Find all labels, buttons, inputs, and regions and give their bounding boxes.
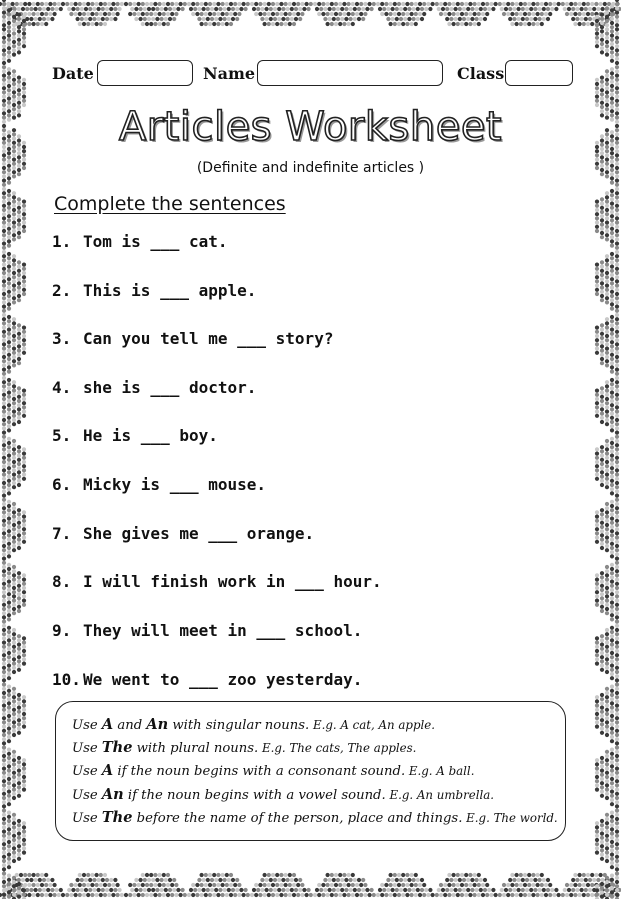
date-field[interactable]	[97, 60, 193, 86]
question-text: They will meet in ___ school.	[83, 621, 363, 640]
question-number: 5.	[52, 426, 72, 445]
rule-line: Use The with plural nouns. E.g. The cats, The apples.	[72, 739, 417, 757]
question-item	[52, 281, 256, 300]
class-label: Class	[457, 64, 505, 83]
question-item	[52, 621, 362, 640]
worksheet-title: Articles Worksheet	[118, 104, 503, 150]
question-text: Can you tell me ___ story?	[83, 329, 334, 348]
name-field[interactable]	[257, 60, 443, 86]
question-number: 6.	[52, 475, 72, 494]
rule-line: Use A and An with singular nouns. E.g. A cat, An apple.	[72, 716, 436, 733]
question-number: 8.	[52, 572, 72, 591]
date-label: Date	[52, 64, 94, 83]
question-item	[52, 475, 266, 494]
question-item	[52, 329, 333, 348]
question-item	[52, 232, 228, 251]
question-text: She gives me ___ orange.	[83, 524, 315, 543]
rule-line: Use A if the noun begins with a consonant sound. E.g. A ball.	[72, 762, 475, 780]
question-number: 2.	[52, 281, 72, 300]
question-text: Micky is ___ mouse.	[83, 475, 267, 494]
rule-line: Use An if the noun begins with a vowel sound. E.g. An umbrella.	[72, 785, 495, 803]
question-text: He is ___ boy.	[83, 426, 218, 445]
question-number: 1.	[52, 232, 72, 251]
question-text: she is ___ doctor.	[83, 378, 257, 397]
class-field[interactable]	[505, 60, 573, 86]
question-item	[52, 524, 314, 543]
question-item	[52, 670, 362, 689]
name-label: Name	[203, 64, 256, 83]
question-item	[52, 378, 256, 397]
rules-box	[55, 701, 566, 841]
question-text: Tom is ___ cat.	[83, 232, 228, 251]
rule-line: Use The before the name of the person, place and things. E.g. The world.	[72, 808, 558, 826]
worksheet-subtitle: (Definite and indefinite articles )	[196, 160, 425, 176]
question-item	[52, 426, 218, 445]
section-heading: Complete the sentences	[54, 193, 286, 215]
question-number: 3.	[52, 329, 72, 348]
question-text: This is ___ apple.	[83, 281, 257, 300]
question-number: 7.	[52, 524, 72, 543]
question-item	[52, 572, 382, 591]
question-text: We went to ___ zoo yesterday.	[83, 670, 363, 689]
question-number: 10.	[52, 670, 81, 689]
question-number: 4.	[52, 378, 72, 397]
question-text: I will finish work in ___ hour.	[83, 572, 382, 591]
question-number: 9.	[52, 621, 72, 640]
